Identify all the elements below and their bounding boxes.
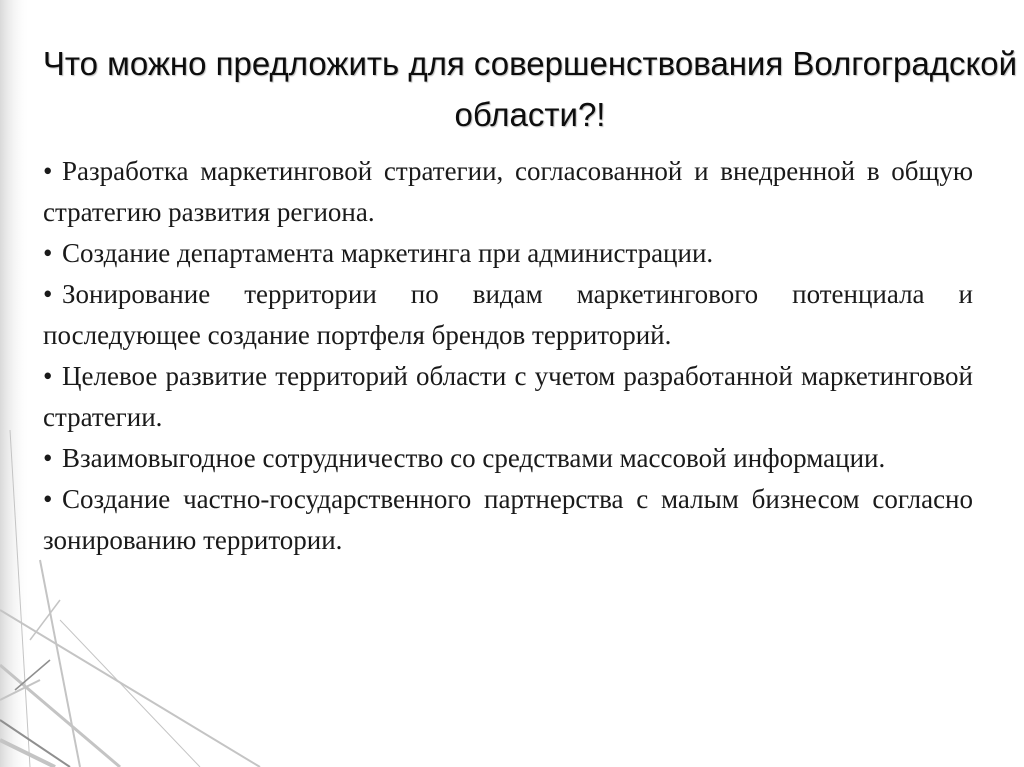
bullet-icon: • [43,484,53,514]
list-item-text: Целевое развитие территорий области с учетом разработанной маркетинговой стратегии. [43,361,973,432]
bullet-icon: • [43,156,53,186]
bullet-icon: • [43,361,53,391]
slide-title: Что можно предложить для совершенствования Волгоградской области?! [42,45,1018,133]
list-item [43,438,973,479]
list-item [43,274,973,356]
list-item [43,233,973,274]
list-item-text: Зонирование территории по видам маркетингового потенциала и последующее создание портфеля брендов территорий. [43,279,973,350]
list-item [43,356,973,438]
bullet-icon: • [43,238,53,268]
list-item [43,151,973,233]
list-item-text: Создание частно-государственного партнерства с малым бизнесом согласно зонированию территории. [43,484,973,555]
bullet-icon: • [43,443,53,473]
bullet-list [43,151,973,561]
list-item [43,479,973,561]
list-item-text: Создание департамента маркетинга при администрации. [62,238,714,268]
list-item-text: Разработка маркетинговой стратегии, согласованной и внедренной в общую стратегию развития региона. [43,156,973,227]
list-item-text: Взаимовыгодное сотрудничество со средствами массовой информации. [62,443,886,473]
bullet-icon: • [43,279,53,309]
